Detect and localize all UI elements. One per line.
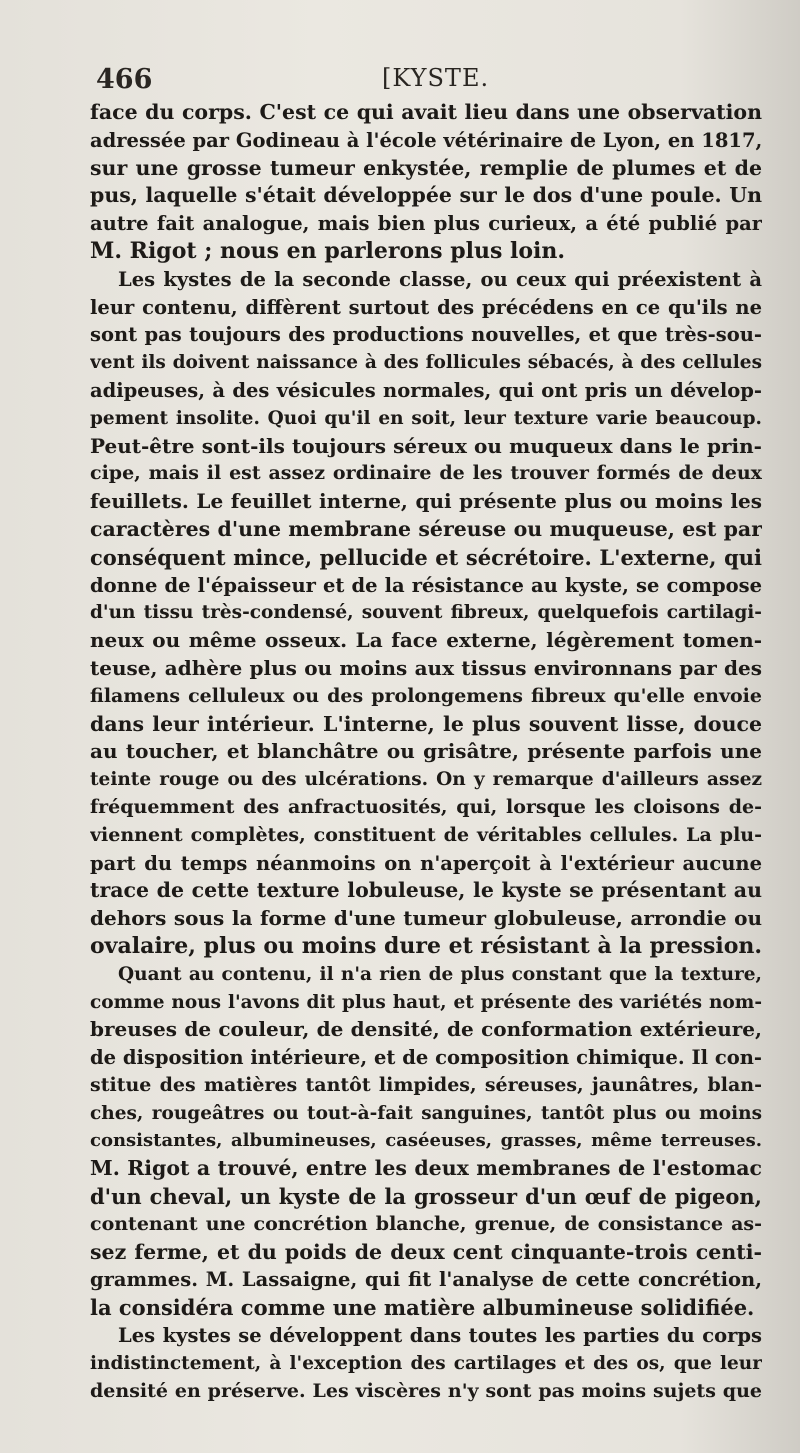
text-line: de disposition intérieure, et de composition chimique. Il con-	[90, 1046, 762, 1070]
text-line: trace de cette texture lobuleuse, le kyste se présentant au	[90, 878, 762, 903]
text-line: leur contenu, diffèrent surtout des précédens en ce qu'ils ne	[90, 295, 762, 319]
text-line: grammes. M. Lassaigne, qui fit l'analyse de cette concrétion,	[90, 1268, 762, 1292]
text-line: M. Rigot a trouvé, entre les deux membranes de l'estomac	[90, 1156, 762, 1181]
text-line: dehors sous la forme d'une tumeur globuleuse, arrondie ou	[90, 906, 762, 931]
text-line: fréquemment des anfractuosités, qui, lorsque les cloisons de-	[90, 795, 762, 818]
text-line: au toucher, et blanchâtre ou grisâtre, présente parfois une	[90, 739, 762, 764]
text-line: ovalaire, plus ou moins dure et résistant à la pression.	[90, 932, 762, 959]
text-line: donne de l'épaisseur et de la résistance au kyste, se compose	[90, 573, 762, 597]
text-line: neux ou même osseux. La face externe, légèrement tomen-	[90, 628, 762, 653]
body-text	[90, 99, 762, 1405]
text-line: d'un tissu très-condensé, souvent fibreux, quelquefois cartilagi-	[90, 602, 762, 624]
running-head: [KYSTE.	[382, 64, 490, 92]
text-line: teuse, adhère plus ou moins aux tissus environnans par des	[90, 655, 762, 680]
text-line: d'un cheval, un kyste de la grosseur d'un œuf de pigeon,	[90, 1184, 762, 1210]
text-line: viennent complètes, constituent de véritables cellules. La plu-	[90, 823, 762, 846]
text-line: Quant au contenu, il n'a rien de plus constant que la texture,	[118, 963, 762, 985]
text-line: caractères d'une membrane séreuse ou muqueuse, est par	[90, 516, 762, 541]
text-line: Les kystes de la seconde classe, ou ceux qui préexistent à	[118, 267, 762, 291]
text-line: part du temps néanmoins on n'aperçoit à l'extérieur aucune	[90, 851, 762, 875]
text-line: densité en préserve. Les viscères n'y sont pas moins sujets que	[90, 1379, 762, 1402]
page-number: 466	[96, 64, 153, 95]
text-line: teinte rouge ou des ulcérations. On y remarque d'ailleurs assez	[90, 769, 762, 791]
text-line: adipeuses, à des vésicules normales, qui ont pris un dévelop-	[90, 378, 762, 402]
text-line: breuses de couleur, de densité, de conformation extérieure,	[90, 1017, 762, 1042]
text-line: filamens celluleux ou des prolongemens fibreux qu'elle envoie	[90, 684, 762, 707]
text-line: autre fait analogue, mais bien plus curieux, a été publié par	[90, 212, 762, 236]
text-line: la considéra comme une matière albumineuse solidifiée.	[90, 1295, 755, 1321]
text-line: adressée par Godineau à l'école vétérinaire de Lyon, en 1817,	[90, 128, 762, 152]
text-line: ches, rougeâtres ou tout-à-fait sanguines, tantôt plus ou moins	[90, 1102, 762, 1124]
page-header	[96, 64, 716, 98]
text-line: conséquent mince, pellucide et sécrétoire. L'externe, qui	[90, 544, 762, 570]
text-line: M. Rigot ; nous en parlerons plus loin.	[90, 237, 566, 264]
text-line: indistinctement, à l'exception des cartilages et des os, que leur	[90, 1352, 762, 1374]
text-line: pement insolite. Quoi qu'il en soit, leur texture varie beaucoup.	[90, 407, 762, 429]
text-line: Les kystes se développent dans toutes les parties du corps	[118, 1324, 762, 1348]
text-line: Peut-être sont-ils toujours séreux ou muqueux dans le prin-	[90, 433, 762, 458]
text-line: vent ils doivent naissance à des follicules sébacés, à des cellules	[90, 352, 762, 374]
text-line: pus, laquelle s'était développée sur le dos d'une poule. Un	[90, 183, 762, 208]
text-line: cipe, mais il est assez ordinaire de les trouver formés de deux	[90, 462, 762, 485]
text-line: sont pas toujours des productions nouvelles, et que très-sou-	[90, 323, 762, 347]
text-line: stitue des matières tantôt limpides, séreuses, jaunâtres, blan-	[90, 1073, 762, 1096]
text-line: contenant une concrétion blanche, grenue, de consistance as-	[90, 1212, 762, 1235]
text-line: consistantes, albumineuses, caséeuses, grasses, même terreuses.	[90, 1130, 762, 1152]
text-line: sez ferme, et du poids de deux cent cinquante-trois centi-	[90, 1239, 762, 1264]
text-line: dans leur intérieur. L'interne, le plus souvent lisse, douce	[90, 711, 762, 736]
text-line: face du corps. C'est ce qui avait lieu dans une observation	[90, 100, 762, 124]
text-line: feuillets. Le feuillet interne, qui présente plus ou moins les	[90, 489, 762, 514]
text-line: comme nous l'avons dit plus haut, et présente des variétés nom-	[90, 991, 762, 1013]
text-line: sur une grosse tumeur enkystée, remplie de plumes et de	[90, 155, 762, 180]
